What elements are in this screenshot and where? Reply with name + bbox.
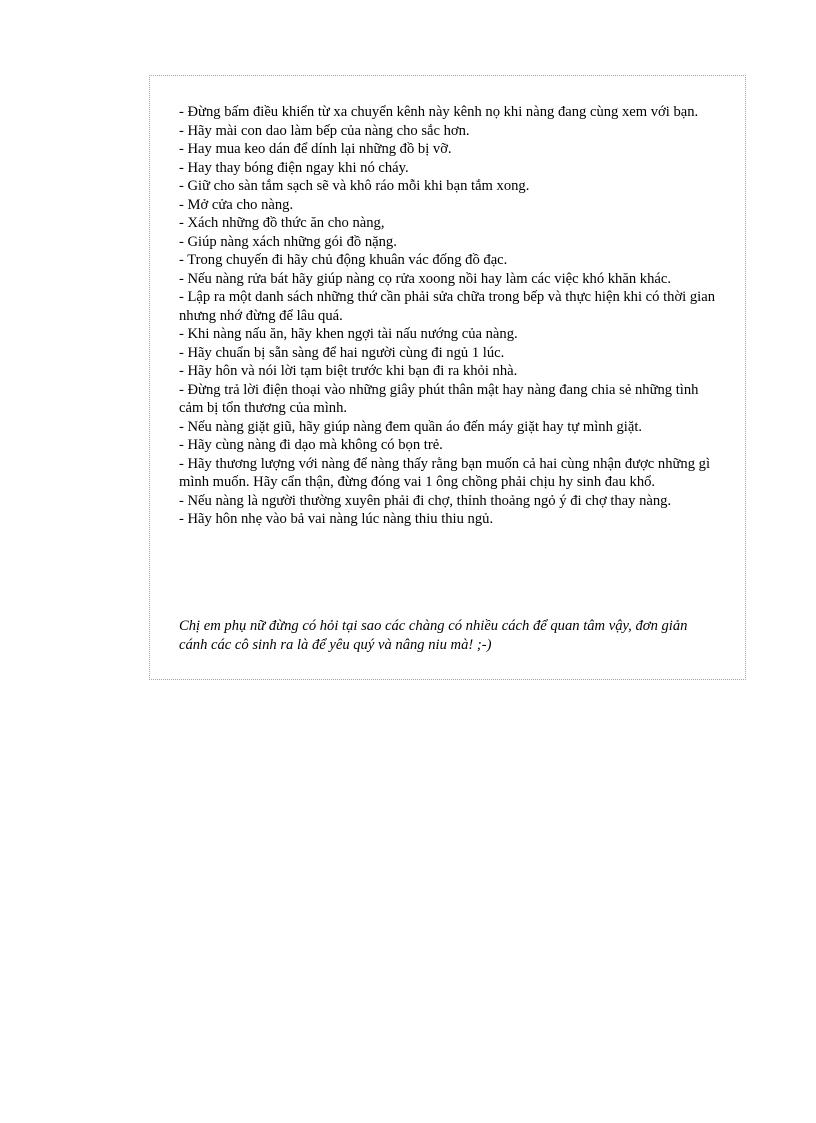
tip-item: - Hãy chuẩn bị sẵn sàng để hai người cùng đi ngủ 1 lúc. [179, 344, 505, 361]
tip-item: - Đừng bấm điều khiển từ xa chuyển kênh này kênh nọ khi nàng đang cùng xem với bạn. [179, 104, 699, 120]
content-box [149, 75, 746, 680]
tip-item: - Hãy hôn và nói lời tạm biệt trước khi bạn đi ra khỏi nhà. [179, 363, 518, 379]
tip-item: - Hãy cùng nàng đi dạo mà không có bọn trẻ. [179, 437, 443, 453]
closing-note: Chị em phụ nữ đừng có hỏi tại sao các chàng có nhiều cách để quan tâm vậy, đơn giản cánh các cô sinh ra là để yêu quý và nâng niu mà! ;-) [179, 618, 688, 653]
tip-item: - Hãy thương lượng với nàng để nàng thấy rằng bạn muốn cả hai cùng nhận được những gì mình muốn. Hãy cẩn thận, đừng đóng vai 1 ông chồng phải chịu hy sinh đau khổ. [179, 455, 711, 490]
tip-item: - Hay mua keo dán để dính lại những đồ bị vỡ. [179, 141, 452, 157]
tip-item: - Hãy mài con dao làm bếp của nàng cho sắc hơn. [179, 122, 470, 139]
tip-item: - Nếu nàng giặt giũ, hãy giúp nàng đem quần áo đến máy giặt hay tự mình giặt. [179, 418, 643, 435]
tip-item: - Đừng trả lời điện thoại vào những giây phút thân mật hay nàng đang chia sẻ những tình cảm bị tổn thương của mình. [179, 381, 699, 416]
tip-item: - Nếu nàng là người thường xuyên phải đi chợ, thỉnh thoảng ngỏ ý đi chợ thay nàng. [179, 492, 672, 509]
tip-item: - Mở cửa cho nàng. [179, 196, 294, 213]
tip-item: - Khi nàng nấu ăn, hãy khen ngợi tài nấu nướng của nàng. [179, 326, 518, 342]
tip-item: - Hay thay bóng điện ngay khi nó cháy. [179, 159, 409, 176]
tips-list [179, 103, 715, 529]
tip-item: - Xách những đồ thức ăn cho nàng, [179, 215, 385, 231]
tip-item: - Trong chuyến đi hãy chủ động khuân vác đống đồ đạc. [179, 252, 508, 268]
tip-item: - Nếu nàng rửa bát hãy giúp nàng cọ rửa xoong nồi hay làm các việc khó khăn khác. [179, 270, 671, 287]
tip-item: - Lập ra một danh sách những thứ cần phải sửa chữa trong bếp và thực hiện khi có thời gian nhưng nhớ đừng để lâu quá. [179, 289, 716, 324]
tip-item: - Giữ cho sàn tắm sạch sẽ và khô ráo mỗi khi bạn tắm xong. [179, 178, 530, 194]
tip-item: - Hãy hôn nhẹ vào bả vai nàng lúc nàng thiu thiu ngủ. [179, 511, 494, 527]
tip-item: - Giúp nàng xách những gói đồ nặng. [179, 233, 397, 250]
